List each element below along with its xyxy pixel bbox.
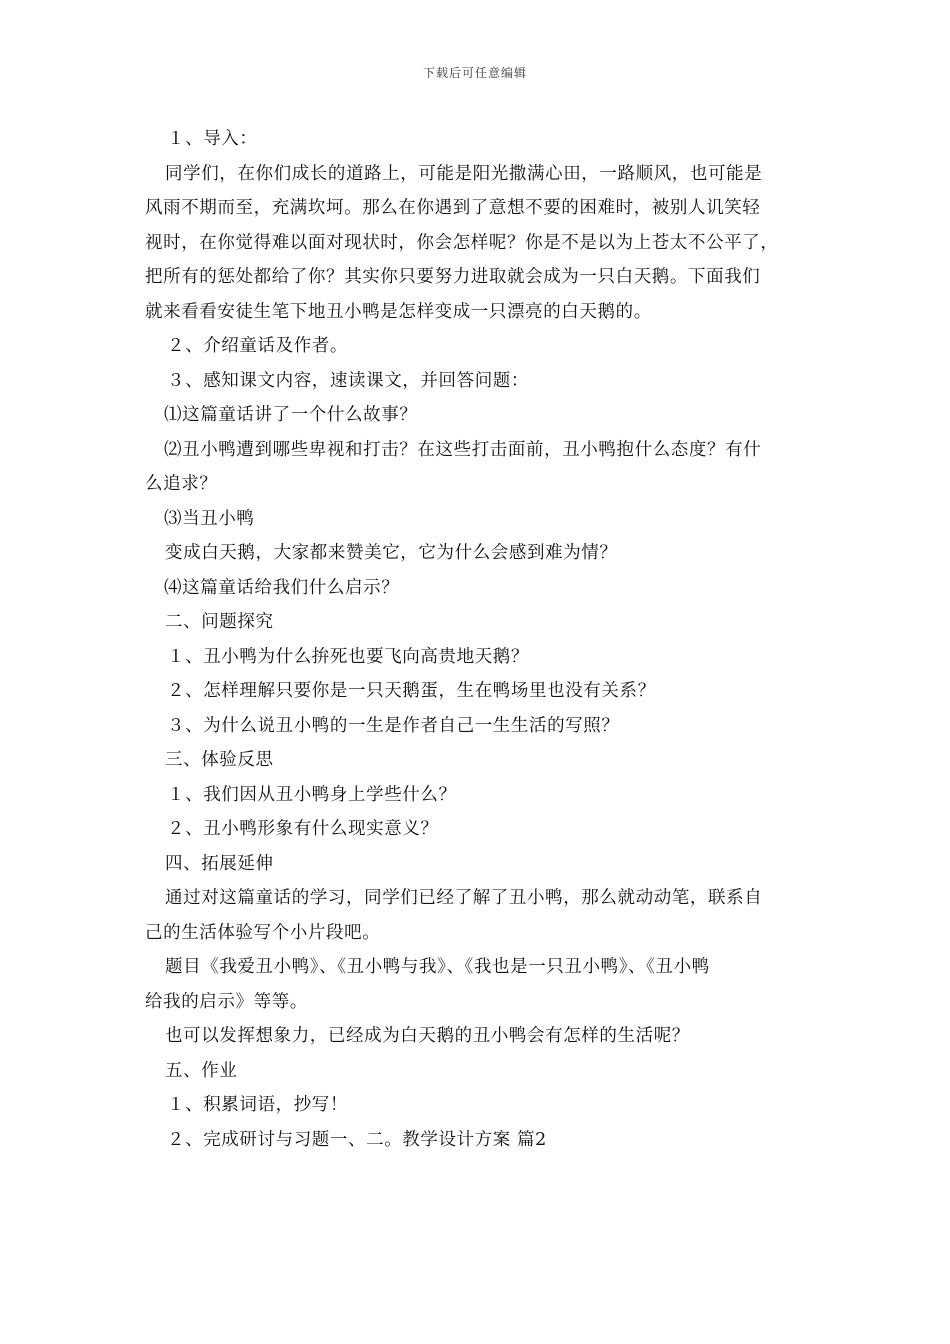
text-line: 题目《我爱丑小鸭》、《丑小鸭与我》、《我也是一只丑小鸭》、《丑小鸭 [165, 957, 710, 977]
text-line: 么追求？ [145, 474, 218, 494]
text-line: 变成白天鹅，大家都来赞美它，它为什么会感到难为情？ [165, 543, 618, 563]
text-line: ⑶当丑小鸭 [164, 508, 255, 529]
section-heading: 五、作业 [165, 1060, 238, 1081]
text-line: ２、丑小鸭形象有什么现实意义？ [167, 819, 439, 839]
text-line: ２、介绍童话及作者。 [167, 336, 348, 356]
text-line: １、积累词语，抄写！ [167, 1095, 348, 1115]
text-line: 就来看看安徒生笔下地丑小鸭是怎样变成一只漂亮的白天鹅的。 [145, 301, 652, 322]
section-heading: 二、问题探究 [165, 612, 274, 632]
text-line: 己的生活体验写个小片段吧。 [145, 922, 381, 943]
page-header: 下载后可任意编辑 [422, 66, 527, 80]
text-line: １、丑小鸭为什么拚死也要飞向高贵地天鹅？ [167, 646, 529, 667]
section-heading: 三、体验反思 [165, 750, 274, 770]
text-line: ⑴这篇童话讲了一个什么故事？ [164, 405, 418, 425]
section-heading: 四、拓展延伸 [165, 853, 274, 874]
document-body [145, 122, 815, 1157]
text-line: 同学们，在你们成长的道路上，可能是阳光撒满心田，一路顺风，也可能是 [165, 163, 763, 184]
text-line: １、我们因从丑小鸭身上学些什么？ [167, 784, 457, 805]
text-line: ⑵丑小鸭遭到哪些卑视和打击？在这些打击面前，丑小鸭抱什么态度？有什 [164, 439, 762, 460]
text-line: ⑷这篇童话给我们什么启示？ [164, 577, 400, 598]
text-line: 给我的启示》等等。 [145, 991, 308, 1012]
text-line: 也可以发挥想象力，已经成为白天鹅的丑小鸭会有怎样的生活呢？ [165, 1026, 690, 1046]
text-line: ３、感知课文内容，速读课文，并回答问题： [167, 370, 529, 391]
text-line: １、导入： [167, 129, 258, 149]
text-line: 风雨不期而至，充满坎坷。那么在你遇到了意想不要的困难时，被别人讥笑轻 [145, 198, 761, 218]
text-line: 视时，在你觉得难以面对现状时，你会怎样呢？你是不是以为上苍太不公平了， [145, 232, 779, 253]
text-line: 把所有的惩处都给了你？其实你只要努力进取就会成为一只白天鹅。下面我们 [145, 267, 761, 287]
text-line: ２、完成研讨与习题一、二。教学设计方案 篇2 [167, 1129, 547, 1150]
text-line: ３、为什么说丑小鸭的一生是作者自己一生生活的写照？ [167, 715, 620, 736]
text-line: 通过对这篇童话的学习，同学们已经了解了丑小鸭，那么就动动笔，联系自 [165, 888, 763, 908]
text-line: ２、怎样理解只要你是一只天鹅蛋，生在鸭场里也没有关系？ [167, 681, 656, 701]
